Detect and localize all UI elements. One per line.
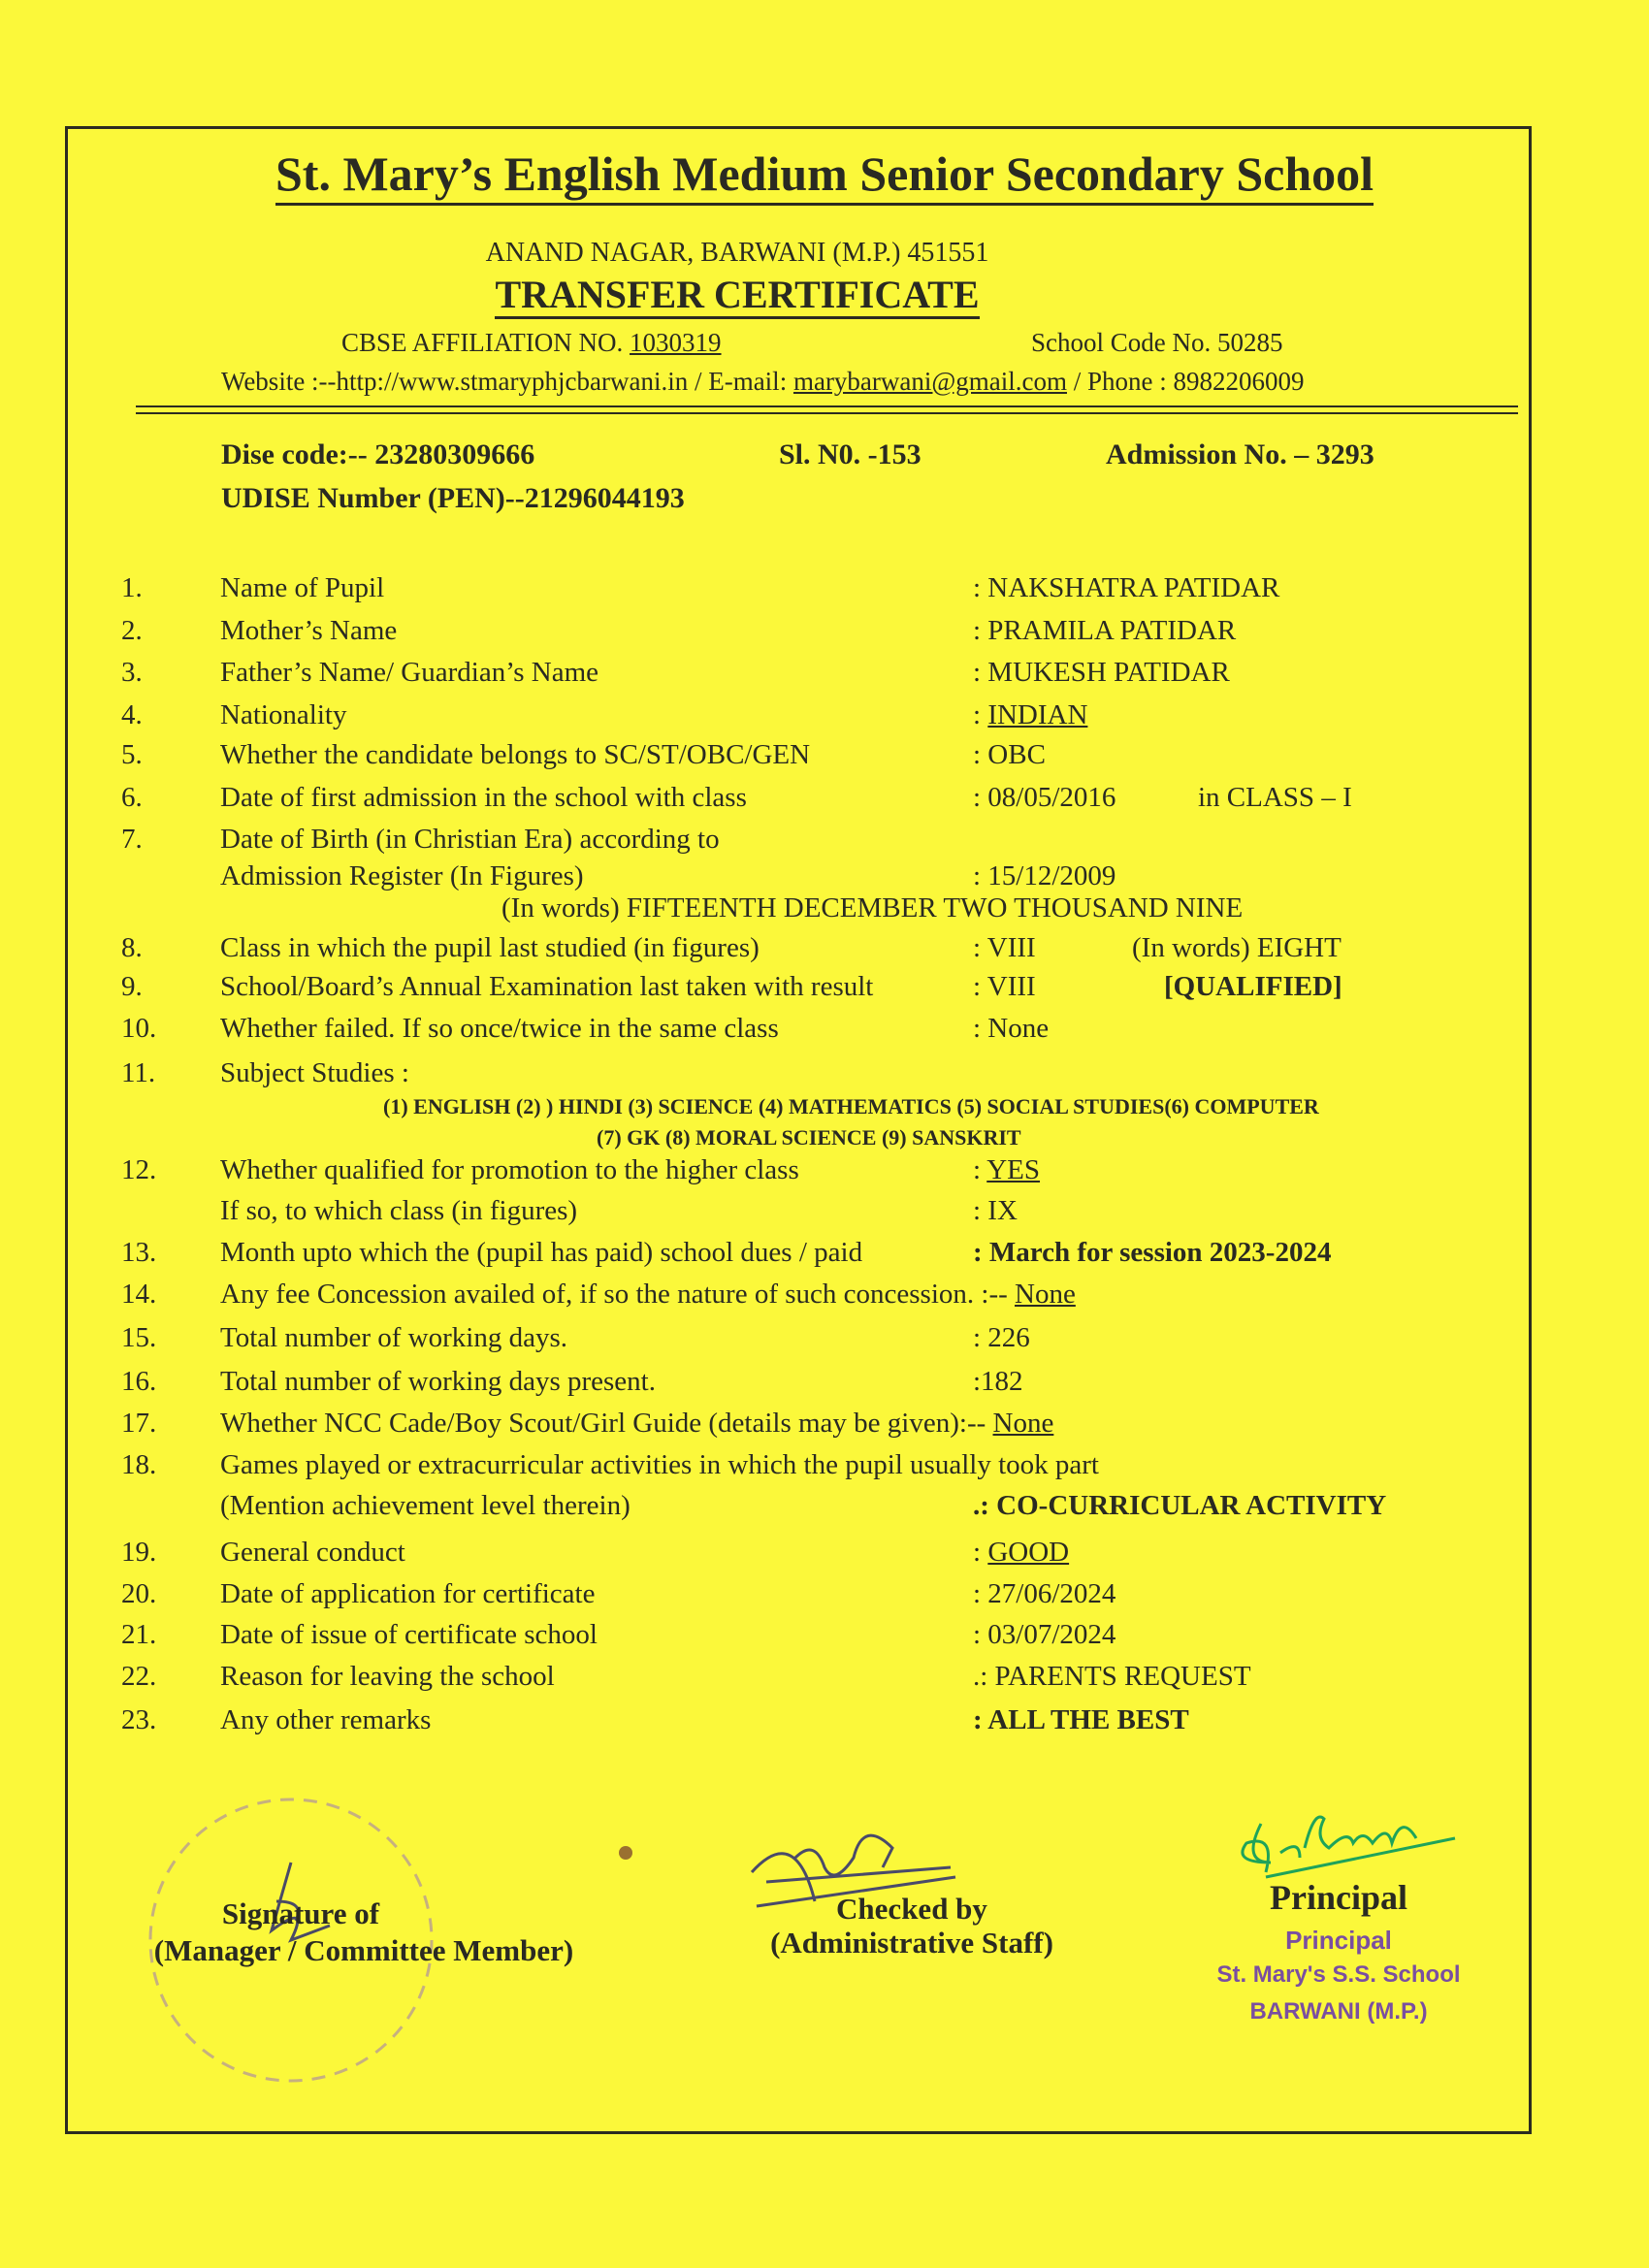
field-value: .: CO-CURRICULAR ACTIVITY xyxy=(973,1490,1387,1521)
field-label: (Mention achievement level therein) xyxy=(220,1490,630,1521)
field-number: 3. xyxy=(121,657,143,688)
field-number: 15. xyxy=(121,1322,157,1353)
field-number: 2. xyxy=(121,615,143,646)
field-number: 8. xyxy=(121,932,143,963)
principal-label: Principal xyxy=(1270,1878,1407,1917)
field-extra: (In words) EIGHT xyxy=(1132,932,1342,963)
field-label: Whether qualified for promotion to the higher class xyxy=(220,1154,799,1185)
field-number: 12. xyxy=(121,1154,157,1185)
school-address: ANAND NAGAR, BARWANI (M.P.) 451551 xyxy=(485,238,989,268)
field-number: 9. xyxy=(121,971,143,1002)
field-number: 16. xyxy=(121,1366,157,1397)
dise-code: Dise code:-- 23280309666 xyxy=(221,438,535,470)
admin-staff-title: (Administrative Staff) xyxy=(770,1926,1053,1960)
field-label: Date of Birth (in Christian Era) according to xyxy=(220,824,720,855)
field-label: Whether failed. If so once/twice in the same class xyxy=(220,1013,779,1044)
field-number: 23. xyxy=(121,1704,157,1735)
field-number: 5. xyxy=(121,739,143,770)
field-value: : 27/06/2024 xyxy=(973,1578,1116,1609)
field-value: : 03/07/2024 xyxy=(973,1619,1116,1650)
field-value: : MUKESH PATIDAR xyxy=(973,657,1230,688)
field-value: : INDIAN xyxy=(973,699,1088,730)
field-value: .: PARENTS REQUEST xyxy=(973,1661,1251,1692)
field-value: : NAKSHATRA PATIDAR xyxy=(973,572,1280,603)
field-label: School/Board’s Annual Examination last taken with result xyxy=(220,971,874,1002)
field-number: 20. xyxy=(121,1578,157,1609)
field-label: If so, to which class (in figures) xyxy=(220,1195,578,1226)
field-number: 19. xyxy=(121,1537,157,1568)
admission-number: Admission No. – 3293 xyxy=(1106,438,1374,470)
field-label: Mother’s Name xyxy=(220,615,398,646)
field-value: None xyxy=(1015,1279,1076,1310)
field-value: : 226 xyxy=(973,1322,1030,1353)
field-value: : IX xyxy=(973,1195,1018,1226)
field-label: Father’s Name/ Guardian’s Name xyxy=(220,657,599,688)
manager-title: (Manager / Committee Member) xyxy=(153,1933,574,1967)
field-extra: [QUALIFIED] xyxy=(1164,971,1342,1002)
field-number: 22. xyxy=(121,1661,157,1692)
field-number: 10. xyxy=(121,1013,157,1044)
manager-signature-label: Signature of xyxy=(221,1896,380,1930)
checked-by-label: Checked by xyxy=(836,1892,987,1926)
subject-list: (1) ENGLISH (2) ) HINDI (3) SCIENCE (4) MATHEMATICS (5) SOCIAL STUDIES(6) COMPUTER xyxy=(383,1094,1319,1118)
serial-number: Sl. N0. -153 xyxy=(779,438,922,470)
document-title: TRANSFER CERTIFICATE xyxy=(0,272,1474,317)
field-label: Total number of working days. xyxy=(220,1322,567,1353)
field-number: 17. xyxy=(121,1408,157,1439)
field-value: : 08/05/2016 xyxy=(973,782,1116,813)
principal-stamp-place: BARWANI (M.P.) xyxy=(1249,1998,1428,2025)
field-label: Any fee Concession availed of, if so the nature of such concession. :-- None xyxy=(220,1279,1076,1310)
field-value: : 15/12/2009 xyxy=(973,860,1116,891)
field-label: Admission Register (In Figures) xyxy=(220,860,584,891)
field-value: :182 xyxy=(973,1366,1023,1397)
principal-stamp-title: Principal xyxy=(1285,1926,1392,1955)
field-number: 18. xyxy=(121,1449,157,1480)
field-label: Date of issue of certificate school xyxy=(220,1619,598,1650)
field-label: Any other remarks xyxy=(220,1704,432,1735)
field-label: Total number of working days present. xyxy=(220,1366,656,1397)
field-number: 21. xyxy=(121,1619,157,1650)
field-value: : None xyxy=(973,1013,1050,1044)
school-name: St. Mary’s English Medium Senior Secondary School xyxy=(0,146,1649,202)
field-value: None xyxy=(992,1408,1054,1439)
field-label: Whether NCC Cade/Boy Scout/Girl Guide (details may be given):-- None xyxy=(220,1408,1054,1439)
field-number: 13. xyxy=(121,1237,157,1268)
field-value: : ALL THE BEST xyxy=(973,1704,1189,1735)
field-label: (In words) FIFTEENTH DECEMBER TWO THOUSAND NINE xyxy=(501,892,1244,923)
field-number: 6. xyxy=(121,782,143,813)
field-label: Date of first admission in the school with class xyxy=(220,782,747,813)
field-value: : YES xyxy=(973,1154,1041,1185)
udise-number: UDISE Number (PEN)--21296044193 xyxy=(221,482,685,514)
field-number: 1. xyxy=(121,572,143,603)
field-label: Whether the candidate belongs to SC/ST/OBC/GEN xyxy=(220,739,811,770)
field-label: Games played or extracurricular activities in which the pupil usually took part xyxy=(220,1449,1099,1480)
field-value: : VIII xyxy=(973,971,1036,1002)
field-number: 7. xyxy=(121,824,143,855)
email-link[interactable]: marybarwani@gmail.com xyxy=(792,367,1067,396)
cbse-affiliation: CBSE AFFILIATION NO. 1030319 xyxy=(341,328,722,357)
field-value: : OBC xyxy=(973,739,1046,770)
field-value: : GOOD xyxy=(973,1537,1070,1568)
field-label: Nationality xyxy=(220,699,347,730)
field-value: : PRAMILA PATIDAR xyxy=(973,615,1237,646)
field-number: 11. xyxy=(121,1057,156,1088)
field-label: Subject Studies : xyxy=(220,1057,409,1088)
field-label: Class in which the pupil last studied (in figures) xyxy=(220,932,760,963)
field-label: Date of application for certificate xyxy=(220,1578,596,1609)
field-value: : March for session 2023-2024 xyxy=(973,1237,1332,1268)
principal-signature-icon xyxy=(1243,1817,1455,1877)
field-label: General conduct xyxy=(220,1537,405,1568)
field-label: Reason for leaving the school xyxy=(220,1661,555,1692)
field-number: 14. xyxy=(121,1279,157,1310)
field-label: Name of Pupil xyxy=(220,572,385,603)
field-label: Month upto which the (pupil has paid) school dues / paid xyxy=(220,1237,863,1268)
field-extra: in CLASS – I xyxy=(1198,782,1352,813)
principal-stamp-school: St. Mary's S.S. School xyxy=(1216,1961,1461,1988)
school-code: School Code No. 50285 xyxy=(1031,328,1283,357)
field-value: : VIII xyxy=(973,932,1036,963)
contact-line: Website :--http://www.stmaryphjcbarwani.in / E-mail: marybarwani@gmail.com / Phone : 8982206009 xyxy=(221,367,1305,396)
subject-list: (7) GK (8) MORAL SCIENCE (9) SANSKRIT xyxy=(597,1125,1021,1150)
ink-spot xyxy=(619,1846,632,1860)
field-number: 4. xyxy=(121,699,143,730)
